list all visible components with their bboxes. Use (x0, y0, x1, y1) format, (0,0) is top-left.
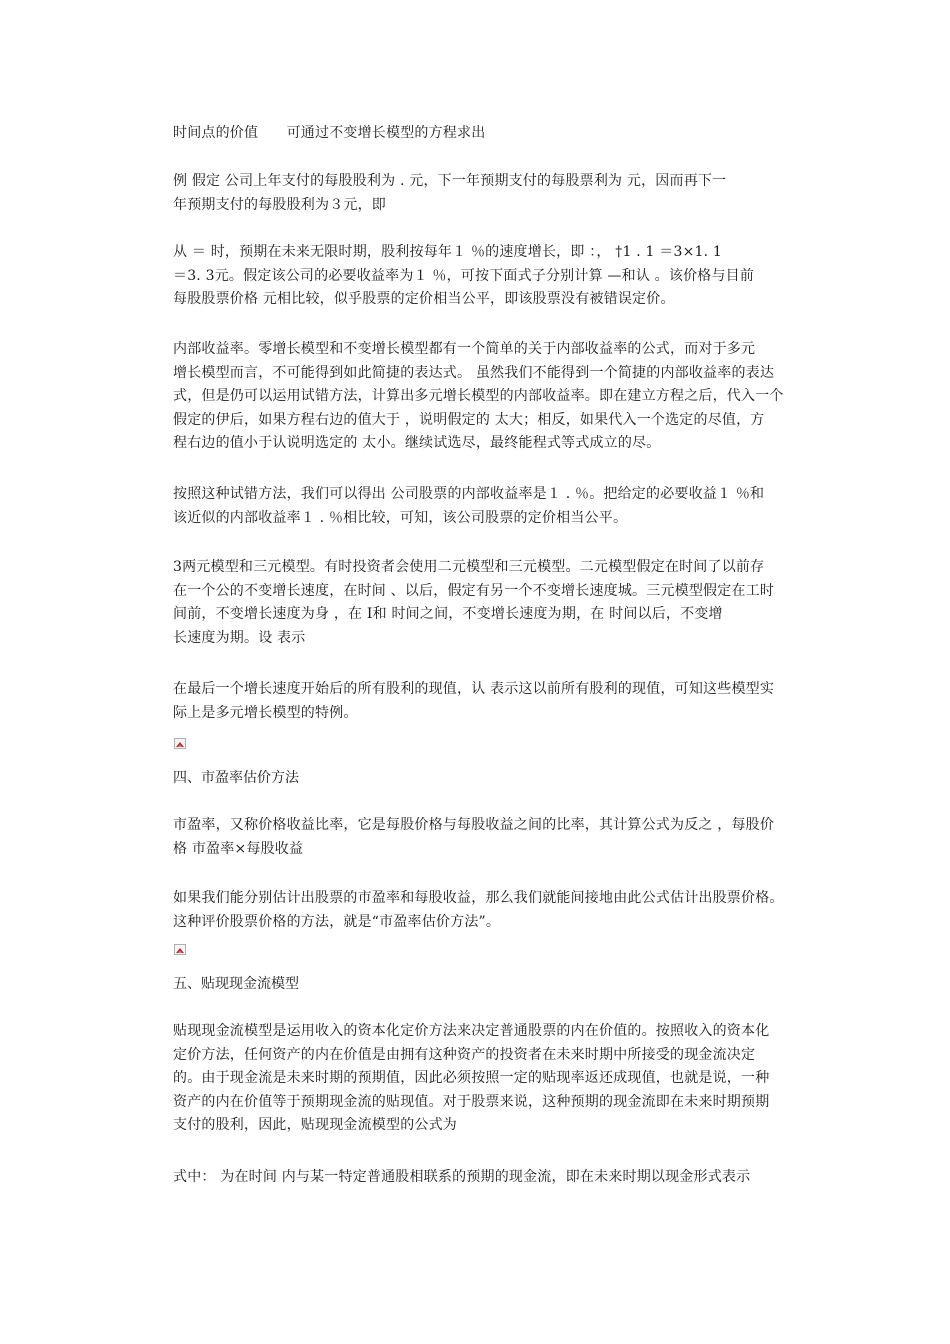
text-line: 在最后一个增长速度开始后的所有股利的现值，认 表示这以前所有股利的现值，可知这些模型实 (173, 681, 775, 697)
text-line: 在一个公的不变增长速度，在时间 、以后，假定有另一个不变增长速度城。三元模型假定在工时 (173, 582, 775, 599)
paragraph-trial-error (173, 483, 793, 530)
paragraph-two-three-stage (173, 556, 793, 650)
text-line: 如果我们能分别估计出股票的市盈率和每股收益，那么我们就能间接地由此公式估计出股票价格。 (173, 890, 784, 906)
broken-image-icon (174, 944, 186, 955)
paragraph-special-case (173, 678, 793, 725)
text-line: 例 假定 公司上年支付的每股股利为 . 元，下一年预期支付的每股票利为 元，因而再下一 (173, 173, 727, 189)
text-line: 该近似的内部收益率１ . ％相比较，可知，该公司股票的定价相当公平。 (173, 509, 628, 526)
text-line: ＝3. 3元。假定该公司的必要收益率为１ ％，可按下面式子分别计算 —和认 。该价格与目前 (173, 267, 755, 284)
text-line: 程右边的值小于认说明选定的 太小。继续试选尽，最终能程式等式成立的尽。 (173, 435, 661, 451)
paragraph-irr (173, 338, 793, 456)
text-line: 定价方法，任何资产的内在价值是由拥有这种资产的投资者在未来时期中所接受的现金流决定 (173, 1046, 756, 1063)
paragraph-pe-definition (173, 814, 793, 861)
text-line: 贴现现金流模型是运用收入的资本化定价方法来决定普通股票的内在价值的。按照收入的资本化 (173, 1023, 770, 1039)
broken-image-icon (174, 738, 186, 749)
text-line: 这种评价股票价格的方法，就是“市盈率估价方法”。 (173, 913, 501, 930)
paragraph-growth (173, 241, 793, 312)
text-line: 增长模型而言，不可能得到如此简捷的表达式。 虽然我们不能得到一个简捷的内部收益率的表达 (173, 364, 775, 381)
paragraph-pe-method (173, 887, 793, 934)
paragraph-dcf-formula-note (173, 1166, 793, 1190)
text-line: 时间点的价值 可通过不变增长模型的方程求出 (173, 125, 486, 141)
paragraph-example (173, 170, 793, 217)
text-line: 按照这种试错方法，我们可以得出 公司股票的内部收益率是１ . ％。把给定的必要收益１ ％和 (173, 486, 765, 502)
paragraph-dcf-definition (173, 1020, 793, 1138)
text-line: 格 市盈率×每股收益 (173, 840, 304, 857)
text-line: 资产的内在价值等于预期现金流的贴现值。对于股票来说，这种预期的现金流即在未来时期预期 (173, 1093, 770, 1110)
section-heading-pe: 四、市盈率估价方法 (173, 770, 299, 786)
text-line: 式，但是仍可以运用试错方法，计算出多元增长模型的内部收益率。即在建立方程之后，代入一个 (173, 388, 784, 404)
text-line: 每股股票价格 元相比较，似乎股票的定价相当公平，即该股票没有被错误定价。 (173, 291, 675, 307)
text-line: 内部收益率。零增长模型和不变增长模型都有一个简单的关于内部收益率的公式，而对于多元 (173, 341, 756, 357)
paragraph-intro (173, 122, 793, 146)
text-line: 3两元模型和三元模型。有时投资者会使用二元模型和三元模型。二元模型假定在时间了以前存 (173, 559, 765, 575)
text-line: 从 ＝ 时，预期在未来无限时期，股利按每年１ ％的速度增长，即 ：， †1 . 1 ＝3×1. 1 (173, 244, 723, 260)
text-line: 的。由于现金流是未来时期的预期值，因此必须按照一定的贴现率返还成现值，也就是说，一种 (173, 1070, 770, 1086)
text-line: 间前，不变增长速度为身 ，在 I和 时间之间，不变增长速度为期，在 时间以后，不变增 (173, 606, 723, 622)
section-heading-dcf: 五、贴现现金流模型 (173, 976, 299, 992)
text-line: 支付的股利，因此，贴现现金流模型的公式为 (173, 1117, 457, 1133)
text-line: 年预期支付的每股股利为３元，即 (173, 196, 386, 213)
text-line: 际上是多元增长模型的特例。 (173, 704, 358, 721)
text-line: 市盈率，又称价格收益比率，它是每股价格与每股收益之间的比率，其计算公式为反之 ，每股价 (173, 817, 775, 833)
text-line: 长速度为期。设 表示 (173, 629, 306, 646)
text-line: 假定的伊后，如果方程右边的值大于 ，说明假定的 太大；相反，如果代入一个选定的尽值，方 (173, 411, 765, 428)
text-line: 式中： 为在时间 内与某一特定普通股相联系的预期的现金流，即在未来时期以现金形式表示 (173, 1169, 751, 1185)
